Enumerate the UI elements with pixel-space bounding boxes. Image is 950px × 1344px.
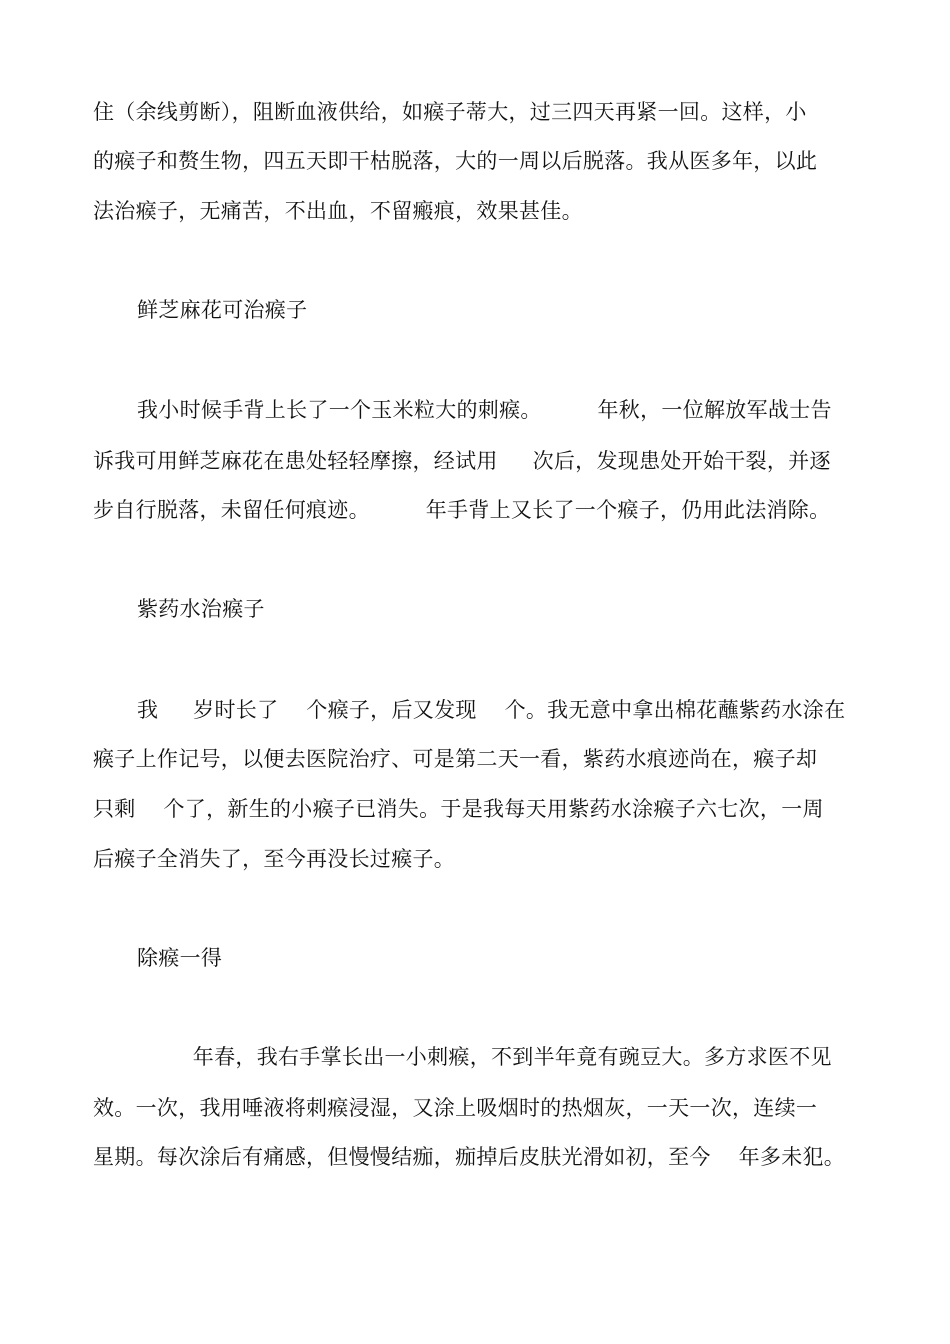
paragraph-line: 我 岁时长了 个瘊子，后又发现 个。我无意中拿出棉花蘸紫药水涂在 <box>137 698 846 722</box>
paragraph-line: 步自行脱落，未留任何痕迹。 年手背上又长了一个瘊子，仍用此法消除。 <box>93 498 831 522</box>
paragraph-line: 后瘊子全消失了，至今再没长过瘊子。 <box>93 847 456 871</box>
paragraph-line: 星期。每次涂后有痛感，但慢慢结痂，痂掉后皮肤光滑如初，至今 年多未犯。 <box>93 1145 846 1169</box>
section-heading: 鲜芝麻花可治瘊子 <box>137 298 308 322</box>
paragraph-line: 只剩 个了，新生的小瘊子已消失。于是我每天用紫药水涂瘊子六七次，一周 <box>93 797 824 821</box>
section-heading: 紫药水治瘊子 <box>137 597 265 621</box>
section-heading: 除瘊一得 <box>137 946 223 970</box>
paragraph-line: 效。一次，我用唾液将刺瘊浸湿，又涂上吸烟时的热烟灰，一天一次，连续一 <box>93 1096 818 1120</box>
paragraph-line: 年春，我右手掌长出一小刺瘊，不到半年竟有豌豆大。多方求医不见 <box>137 1045 832 1069</box>
paragraph-line: 我小时候手背上长了一个玉米粒大的刺瘊。 年秋，一位解放军战士告 <box>137 398 832 422</box>
paragraph-line: 诉我可用鲜芝麻花在患处轻轻摩擦，经试用 次后，发现患处开始干裂，并逐 <box>93 449 831 473</box>
paragraph-line: 瘊子上作记号，以便去医院治疗、可是第二天一看，紫药水痕迹尚在，瘊子却 <box>93 747 818 771</box>
paragraph-line: 法治瘊子，无痛苦，不出血，不留瘢痕，效果甚佳。 <box>93 199 583 223</box>
paragraph-line: 住（余线剪断），阻断血液供给，如瘊子蒂大，过三四天再紧一回。这样，小 <box>93 100 807 124</box>
paragraph-line: 的瘊子和赘生物，四五天即干枯脱落，大的一周以后脱落。我从医多年，以此 <box>93 149 818 173</box>
